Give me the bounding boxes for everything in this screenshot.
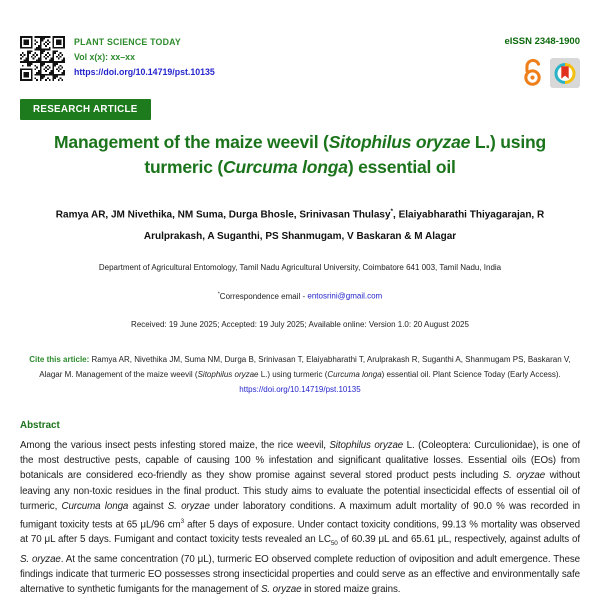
affiliation: Department of Agricultural Entomology, Tamil Nadu Agricultural University, Coimbatore 641 003, Tamil Nadu, India (98, 263, 502, 273)
dates-line: Received: 19 June 2025; Accepted: 19 July 2025; Available online: Version 1.0: 20 August 2025 (131, 319, 469, 329)
correspondence-label: *Correspondence email - (217, 291, 308, 301)
journal-info (74, 36, 215, 77)
eissn-label: eISSN 2348-1900 (504, 36, 580, 47)
header-right (504, 36, 580, 88)
journal-volume: Vol x(x): xx–xx (74, 52, 135, 62)
research-article-badge: RESEARCH ARTICLE (20, 99, 151, 120)
citation-doi-link[interactable]: https://doi.org/10.14719/pst.10135 (239, 384, 361, 394)
article-title: Management of the maize weevil (Sitophilus oryzae L.) using turmeric (Curcuma longa) essential oil (54, 132, 546, 177)
abstract-heading: Abstract (20, 419, 60, 431)
header-doi-link[interactable]: https://doi.org/10.14719/pst.10135 (74, 67, 215, 77)
correspondence-email-link[interactable]: entosrini@gmail.com (307, 291, 383, 301)
access-icons (522, 58, 580, 88)
correspondence-line (20, 291, 580, 301)
header-left (20, 36, 215, 81)
crossmark-icon[interactable] (550, 58, 580, 88)
citation-text: Ramya AR, Nivethika JM, Suma NM, Durga B, Srinivasan T, Elaiyabharathi T, Arulprakash R, Suganthi A, Shanmugam PS, Baskaran V, Alagar M. Management of the maize weevil (Sitophilus oryzae L.) using turmeric (Curcuma longa) essential oil. Plant Science Today (Early Access). (39, 354, 571, 379)
abstract-body: Among the various insect pests infesting stored maize, the rice weevil, Sitophilus oryzae L. (Coleoptera: Curculionidae), is one of the most destructive pests, capable of causing 100 % infestation and significant qualitative losses. Essential oils (EOs) from botanicals are considered eco-friendly as they show promise against several stored product pests including S. oryzae without leaving any non-toxic residues in the final product. This study aims to evaluate the potential insecticidal effects of essential oil of turmeric, Curcuma longa against S. oryzae under laboratory conditions. A maximum adult mortality of 90.0 % was recorded in fumigant toxicity tests at 65 μL/96 $cm^3$ after 5 days of exposure. Under contact toxicity conditions, 99.13 % mortality was observed at 70 μL after 5 days. Fumigant and contact toxicity tests revealed an $LC_{50}$ of 60.39 μL and 65.61 μL, respectively, against adults of S. oryzae. At the same concentration (70 μL), turmeric EO observed complete reduction of oviposition and adult emergence. These findings indicate that turmeric EO possesses strong insecticidal properties and could serve as an effective and environmentally safe alternative to synthetic fumigants for the management of S. oryzae in stored maize grains. (20, 439, 581, 596)
citation-block (20, 352, 580, 397)
qr-code-icon (20, 36, 65, 81)
author-list: Ramya AR, JM Nivethika, NM Suma, Durga Bhosle, Srinivasan Thulasy*, Elaiyabharathi Thiyagarajan, R Arulprakash, A Suganthi, PS Shanmugam, V Baskaran & M Alagar (55, 208, 545, 243)
journal-name: PLANT SCIENCE TODAY (74, 37, 181, 47)
page-header (20, 36, 580, 94)
cite-label: Cite this article: (29, 354, 92, 364)
open-access-icon (522, 58, 543, 88)
